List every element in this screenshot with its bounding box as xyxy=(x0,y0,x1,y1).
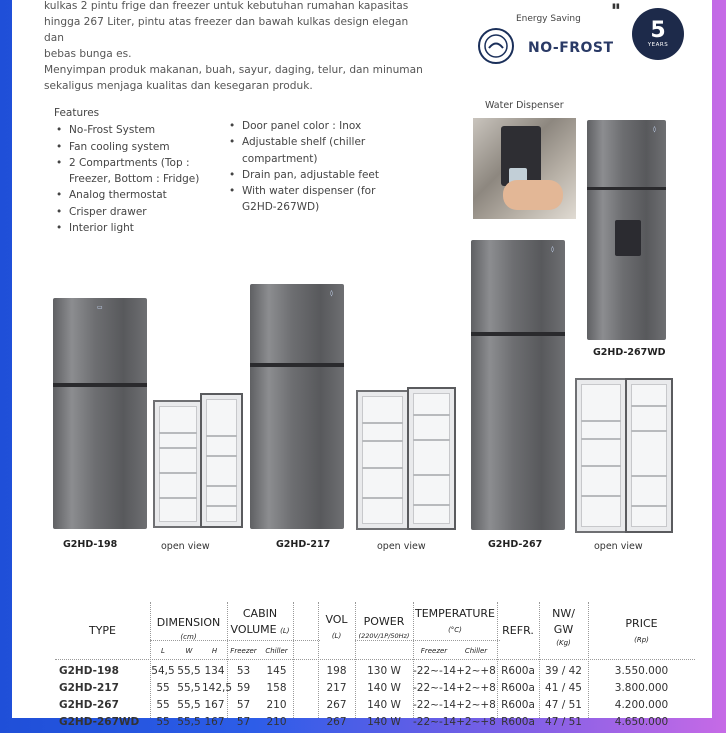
table-row: G2HD-198 54,5 55,5 134 53 145 198 130 W -22~-14 +2~+8 R600a 39 / 42 3.550.000 xyxy=(59,665,669,677)
intro-line: kulkas 2 pintu frige dan freezer untuk kebutuhan rumahan kapasitas xyxy=(44,0,409,12)
subheader-temp-freezer: Freezer xyxy=(420,647,448,655)
subheader-w: W xyxy=(185,647,193,655)
water-dispenser-photo xyxy=(473,118,576,219)
header-temperature: TEMPERATURE (°C) xyxy=(415,607,495,634)
caption-open-view: open view xyxy=(594,541,643,552)
water-dispenser-label: Water Dispenser xyxy=(485,100,564,111)
feature-item: • Drain pan, adjustable feet xyxy=(227,167,397,183)
header-type: TYPE xyxy=(88,624,117,637)
fridge-g2hd-267wd-image: ◊ xyxy=(587,120,666,340)
header-cabin-volume: CABIN VOLUME (L) xyxy=(230,607,290,636)
warranty-years-text: YEARS xyxy=(647,42,669,48)
subheader-l: L xyxy=(161,647,165,655)
feature-item-cont: G2HD-267WD) xyxy=(242,201,320,214)
subheader-chiller: Chiller xyxy=(265,647,288,655)
caption-g2hd-267: G2HD-267 xyxy=(488,539,543,550)
feature-item: • With water dispenser (for xyxy=(227,183,397,199)
caption-g2hd-198: G2HD-198 xyxy=(63,539,118,550)
table-row: G2HD-267 55 55,5 167 57 210 267 140 W -22~-14 +2~+8 R600a 47 / 51 4.200.000 xyxy=(59,699,669,711)
fridge-g2hd-267-door-image xyxy=(625,378,673,533)
warranty-badge xyxy=(632,8,684,60)
feature-item-cont: Freezer, Bottom : Fridge) xyxy=(69,173,200,186)
feature-item-cont: compartment) xyxy=(242,152,318,165)
caption-open-view: open view xyxy=(377,541,426,552)
features-title: Features xyxy=(54,107,100,119)
subheader-h: H xyxy=(211,647,218,655)
header-price: PRICE (Rp) xyxy=(625,617,658,644)
fridge-g2hd-198-image: ▭ xyxy=(53,298,147,529)
header-vol: VOL (L) xyxy=(325,613,348,640)
caption-g2hd-267wd: G2HD-267WD xyxy=(593,347,666,358)
subheader-freezer: Freezer xyxy=(230,647,257,655)
features-list-right xyxy=(227,118,397,216)
warranty-years-number: 5 xyxy=(650,18,666,43)
feature-item: • Crisper drawer xyxy=(54,204,199,220)
intro-line: Menyimpan produk makanan, buah, sayur, daging, telur, dan minuman xyxy=(44,64,423,76)
feature-item: • No-Frost System xyxy=(54,122,199,138)
intro-line: sekaligus menjaga kualitas dan kesegaran produk. xyxy=(44,80,313,92)
feature-badges xyxy=(472,0,712,75)
fridge-g2hd-217-door-image xyxy=(407,387,456,530)
no-frost-label: NO-FROST xyxy=(528,40,614,56)
subheader-temp-chiller: Chiller xyxy=(464,647,488,655)
fridge-g2hd-267-image: ◊ xyxy=(471,240,565,530)
feature-item: • Interior light xyxy=(54,220,199,236)
fridge-g2hd-198-door-image xyxy=(200,393,243,528)
feature-item: • Fan cooling system xyxy=(54,139,199,155)
table-row: G2HD-217 55 55,5 142,5 59 158 217 140 W -22~-14 +2~+8 R600a 41 / 45 3.800.000 xyxy=(59,682,669,694)
fridge-g2hd-217-image: ◊ xyxy=(250,284,344,529)
certification-icon: ▮▮ xyxy=(612,2,620,10)
feature-item: • 2 Compartments (Top : xyxy=(54,155,199,171)
header-nw-gw: NW/ GW (Kg) xyxy=(552,607,575,647)
feature-item: • Analog thermostat xyxy=(54,187,199,203)
brochure-page xyxy=(12,0,712,728)
caption-open-view: open view xyxy=(161,541,210,552)
quality-seal-icon xyxy=(478,28,514,64)
intro-line: hingga 267 Liter, pintu atas freezer dan bawah kulkas design elegan dan xyxy=(44,16,409,44)
header-dimension: DIMENSION (cm) xyxy=(156,616,221,641)
features-list-left xyxy=(54,105,199,236)
intro-line: bebas bunga es. xyxy=(44,48,132,60)
energy-saving-label: Energy Saving xyxy=(516,14,581,24)
feature-item: • Adjustable shelf (chiller xyxy=(227,134,397,150)
header-refr: REFR. xyxy=(502,624,534,637)
table-row: G2HD-267WD 55 55,5 167 57 210 267 140 W -22~-14 +2~+8 R600a 47 / 51 4.650.000 xyxy=(59,716,669,728)
fridge-g2hd-217-open-image xyxy=(356,390,409,530)
fridge-g2hd-267-open-image xyxy=(575,378,627,533)
intro-text xyxy=(44,0,424,94)
feature-item: • Door panel color : Inox xyxy=(227,118,397,134)
caption-g2hd-217: G2HD-217 xyxy=(276,539,331,550)
fridge-g2hd-198-open-image xyxy=(153,400,203,528)
header-power: POWER (220V/1P/50Hz) xyxy=(358,615,410,640)
